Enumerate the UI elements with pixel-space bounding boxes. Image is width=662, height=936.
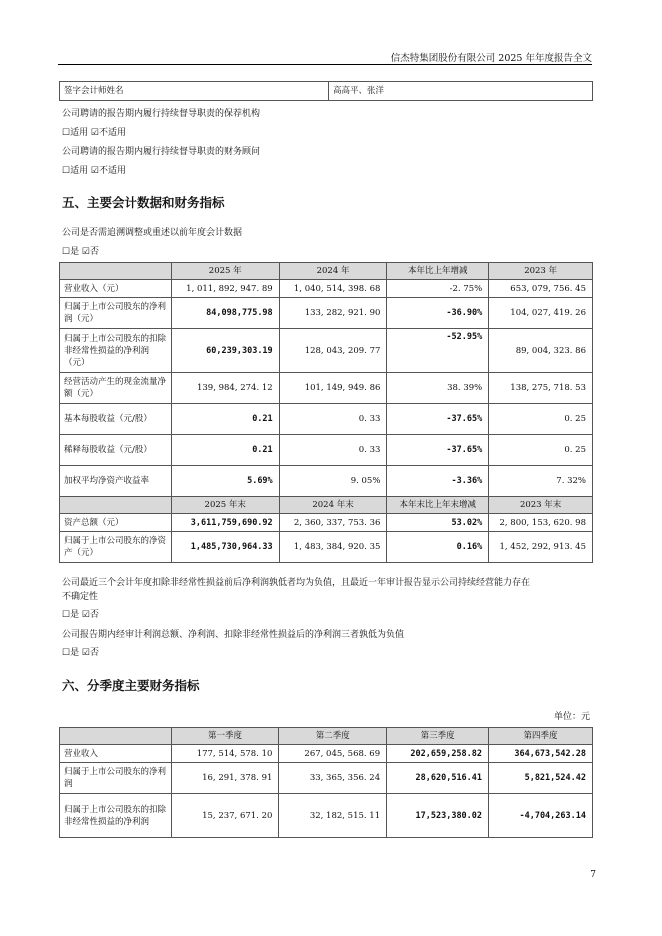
- table-row: [60, 329, 593, 373]
- row-label: 经营活动产生的现金流量净额（元）: [60, 373, 172, 404]
- row-label: 资产总额（元）: [60, 514, 172, 532]
- value-cell: -2. 75%: [387, 280, 489, 298]
- header-cell: 本年比上年增减: [387, 263, 489, 280]
- header-cell: 第一季度: [171, 728, 279, 745]
- row-label: 加权平均净资产收益率: [60, 466, 172, 497]
- table-row: [60, 532, 593, 563]
- value-cell: 15, 237, 671. 20: [171, 794, 279, 838]
- table-row: [60, 745, 593, 763]
- table-header-row: [60, 263, 593, 280]
- value-cell: -3.36%: [387, 466, 489, 497]
- value-cell: 0. 25: [489, 435, 593, 466]
- row-label: 归属于上市公司股东的扣除非经常性损益的净利润: [60, 794, 172, 838]
- advisor-options: ☐适用 ☑不适用: [62, 166, 126, 176]
- value-cell: 0. 33: [279, 435, 387, 466]
- value-cell: 0. 25: [489, 404, 593, 435]
- table-row: [60, 404, 593, 435]
- value-cell: 267, 045, 568. 69: [279, 745, 387, 763]
- page-number: 7: [590, 870, 596, 880]
- table-row: [60, 794, 593, 838]
- header-cell: 2025 年: [171, 263, 279, 280]
- row-label: 基本每股收益（元/股）: [60, 404, 172, 435]
- header-cell: 本年末比上年末增减: [387, 497, 489, 514]
- negative-check-options: ☐是 ☑否: [62, 648, 99, 658]
- value-cell: -37.65%: [387, 435, 489, 466]
- row-label: 归属于上市公司股东的净利润: [60, 763, 172, 794]
- going-concern-options: ☐是 ☑否: [62, 610, 99, 620]
- value-cell: 1,485,730,964.33: [171, 532, 279, 563]
- section6-heading: 六、分季度主要财务指标: [62, 678, 200, 693]
- quarterly-table: [59, 727, 593, 838]
- value-cell: -37.65%: [387, 404, 489, 435]
- value-cell: 38. 39%: [387, 373, 489, 404]
- value-cell: 202,659,258.82: [387, 745, 489, 763]
- negative-check-text: 公司报告期内经审计利润总额、净利润、扣除非经常性损益后的净利润三者孰低为负值: [62, 630, 405, 640]
- table-row: [60, 373, 593, 404]
- section5-heading: 五、主要会计数据和财务指标: [62, 195, 225, 210]
- report-header-title: 信杰特集团股份有限公司 2025 年年度报告全文: [390, 53, 592, 64]
- header-cell: [60, 497, 172, 514]
- value-cell: 0.21: [171, 435, 279, 466]
- header-cell: 2023 年: [489, 263, 593, 280]
- value-cell: 53.02%: [387, 514, 489, 532]
- value-cell: -52.95%: [387, 329, 489, 373]
- table-header-row: [60, 728, 593, 745]
- header-divider: [58, 64, 592, 65]
- header-cell: 第三季度: [387, 728, 489, 745]
- value-cell: 5.69%: [171, 466, 279, 497]
- row-label: 归属于上市公司股东的净资产（元）: [60, 532, 172, 563]
- header-cell: 第四季度: [489, 728, 593, 745]
- value-cell: 3,611,759,690.92: [171, 514, 279, 532]
- value-cell: 17,523,380.02: [387, 794, 489, 838]
- value-cell: 32, 182, 515. 11: [279, 794, 387, 838]
- table-header-row: [60, 497, 593, 514]
- row-label: 营业收入: [60, 745, 172, 763]
- value-cell: 1, 483, 384, 920. 35: [279, 532, 387, 563]
- header-cell: 2023 年末: [489, 497, 593, 514]
- value-cell: 1, 011, 892, 947. 89: [171, 280, 279, 298]
- value-cell: 128, 043, 209. 77: [279, 329, 387, 373]
- value-cell: 28,620,516.41: [387, 763, 489, 794]
- value-cell: 2, 800, 153, 620. 98: [489, 514, 593, 532]
- value-cell: 0.21: [171, 404, 279, 435]
- header-cell: 第二季度: [279, 728, 387, 745]
- row-label: 归属于上市公司股东的扣除非经常性损益的净利润（元）: [60, 329, 172, 373]
- going-concern-text: 公司最近三个会计年度扣除非经常性损益前后净利润孰低者均为负值，且最近一年审计报告显示公司持续经营能力存在: [62, 578, 531, 588]
- header-cell: 2025 年末: [171, 497, 279, 514]
- table-row: [60, 763, 593, 794]
- value-cell: 177, 514, 578. 10: [171, 745, 279, 763]
- restatement-question: 公司是否需追溯调整或重述以前年度会计数据: [62, 228, 243, 238]
- value-cell: 7. 32%: [489, 466, 593, 497]
- value-cell: 138, 275, 718. 53: [489, 373, 593, 404]
- value-cell: -4,704,263.14: [489, 794, 593, 838]
- row-label: 营业收入（元）: [60, 280, 172, 298]
- value-cell: 0. 33: [279, 404, 387, 435]
- value-cell: 9. 05%: [279, 466, 387, 497]
- row-label: 稀释每股收益（元/股）: [60, 435, 172, 466]
- sponsor-options: ☐适用 ☑不适用: [62, 128, 126, 138]
- value-cell: 101, 149, 949. 86: [279, 373, 387, 404]
- value-cell: 1, 452, 292, 913. 45: [489, 532, 593, 563]
- table-row: [60, 298, 593, 329]
- sponsor-text: 公司聘请的报告期内履行持续督导职责的保荐机构: [62, 109, 261, 119]
- accountants-table: [59, 81, 593, 101]
- advisor-text: 公司聘请的报告期内履行持续督导职责的财务顾问: [62, 147, 261, 157]
- restatement-options: ☐是 ☑否: [62, 247, 99, 257]
- value-cell: 139, 984, 274. 12: [171, 373, 279, 404]
- value-cell: 653, 079, 756. 45: [489, 280, 593, 298]
- value-cell: 133, 282, 921. 90: [279, 298, 387, 329]
- value-cell: 364,673,542.28: [489, 745, 593, 763]
- going-concern-text-cont: 不确定性: [62, 592, 99, 602]
- value-cell: 16, 291, 378. 91: [171, 763, 279, 794]
- value-cell: 104, 027, 419. 26: [489, 298, 593, 329]
- row-label: 归属于上市公司股东的净利润（元）: [60, 298, 172, 329]
- financial-data-table: [59, 262, 593, 563]
- value-cell: 89, 004, 323. 86: [489, 329, 593, 373]
- value-cell: 2, 360, 337, 753. 36: [279, 514, 387, 532]
- value-cell: 5,821,524.42: [489, 763, 593, 794]
- accountants-value: 高高平、张洋: [329, 82, 593, 101]
- value-cell: 84,098,775.98: [171, 298, 279, 329]
- value-cell: -36.90%: [387, 298, 489, 329]
- value-cell: 60,239,303.19: [171, 329, 279, 373]
- table-row: [60, 435, 593, 466]
- header-cell: [60, 263, 172, 280]
- table-row: [60, 514, 593, 532]
- value-cell: 1, 040, 514, 398. 68: [279, 280, 387, 298]
- header-cell: [60, 728, 172, 745]
- unit-label: 单位：元: [553, 712, 590, 722]
- value-cell: 0.16%: [387, 532, 489, 563]
- accountants-label: 签字会计师姓名: [60, 82, 329, 101]
- value-cell: 33, 365, 356. 24: [279, 763, 387, 794]
- header-cell: 2024 年末: [279, 497, 387, 514]
- table-row: [60, 466, 593, 497]
- header-cell: 2024 年: [279, 263, 387, 280]
- table-row: [60, 280, 593, 298]
